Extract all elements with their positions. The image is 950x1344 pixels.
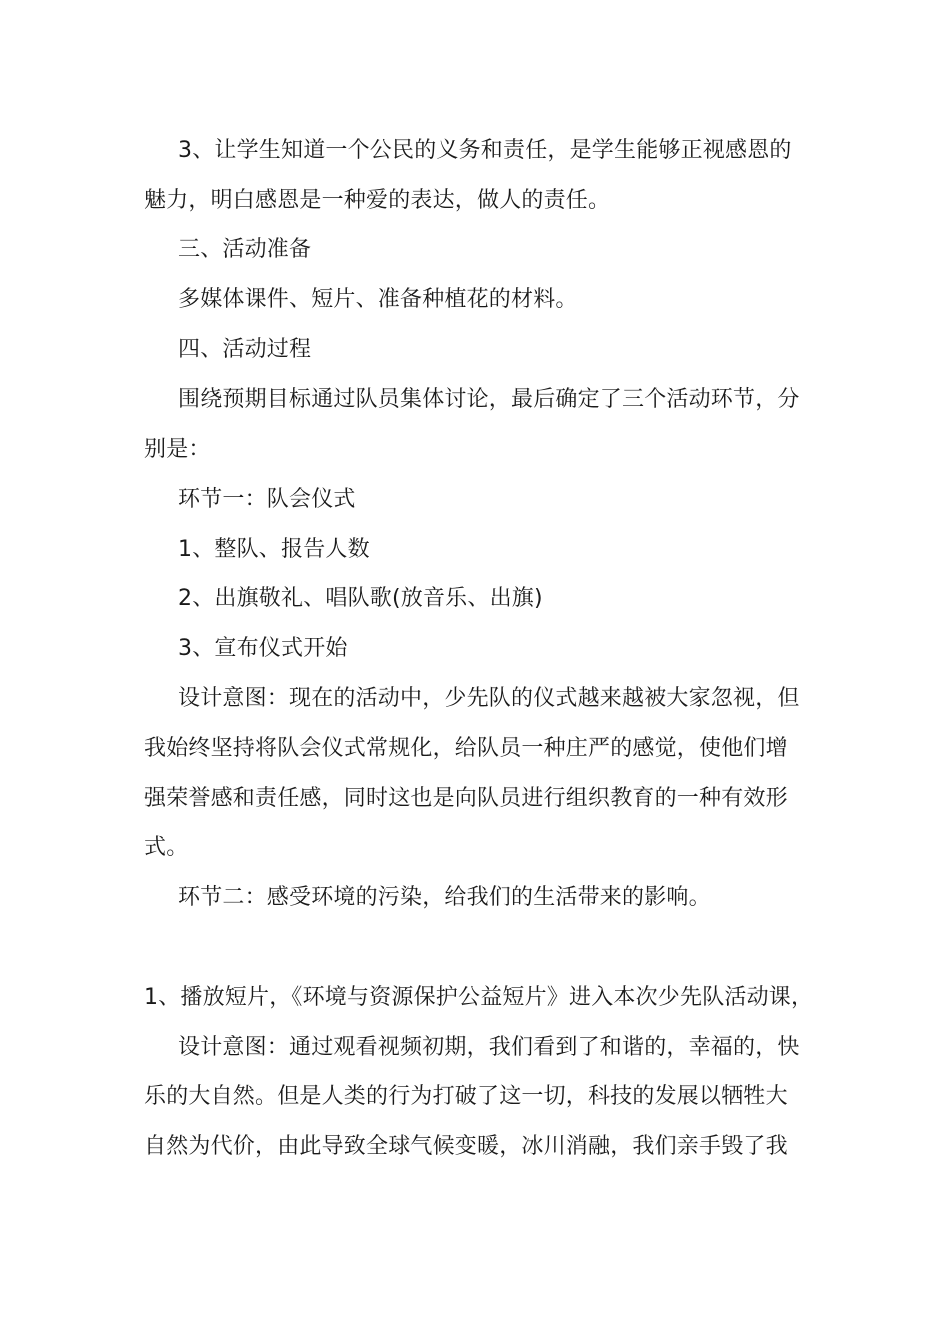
- text-line: 式。: [144, 835, 189, 860]
- text-line: 设计意图：现在的活动中，少先队的仪式越来越被大家忽视，但: [178, 686, 800, 711]
- text-line: 乐的大自然。但是人类的行为打破了这一切，科技的发展以牺牲大: [144, 1084, 788, 1109]
- list-item: 3、宣布仪式开始: [178, 636, 348, 661]
- text-line: 魅力，明白感恩是一种爱的表达，做人的责任。: [144, 188, 611, 213]
- text-line: 强荣誉感和责任感，同时这也是向队员进行组织教育的一种有效形: [144, 786, 788, 811]
- list-item: 2、出旗敬礼、唱队歌(放音乐、出旗): [178, 586, 543, 611]
- subsection-heading: 环节一：队会仪式: [178, 487, 356, 512]
- section-heading: 四、活动过程: [178, 337, 312, 362]
- text-line: 别是：: [144, 437, 211, 462]
- text-line: 我始终坚持将队会仪式常规化，给队员一种庄严的感觉，使他们增: [144, 736, 788, 761]
- text-line: 设计意图：通过观看视频初期，我们看到了和谐的，幸福的，快: [178, 1035, 800, 1060]
- list-item: 1、整队、报告人数: [178, 537, 370, 562]
- list-item: 1、播放短片，《环境与资源保护公益短片》进入本次少先队活动课，: [144, 985, 814, 1010]
- section-heading: 三、活动准备: [178, 237, 312, 262]
- text-line: 围绕预期目标通过队员集体讨论，最后确定了三个活动环节，分: [178, 387, 800, 412]
- text-line: 3、让学生知道一个公民的义务和责任，是学生能够正视感恩的: [178, 138, 792, 163]
- subsection-heading: 环节二：感受环境的污染，给我们的生活带来的影响。: [178, 885, 711, 910]
- text-line: 多媒体课件、短片、准备种植花的材料。: [178, 287, 578, 312]
- text-line: 自然为代价，由此导致全球气候变暖，冰川消融，我们亲手毁了我: [144, 1134, 788, 1159]
